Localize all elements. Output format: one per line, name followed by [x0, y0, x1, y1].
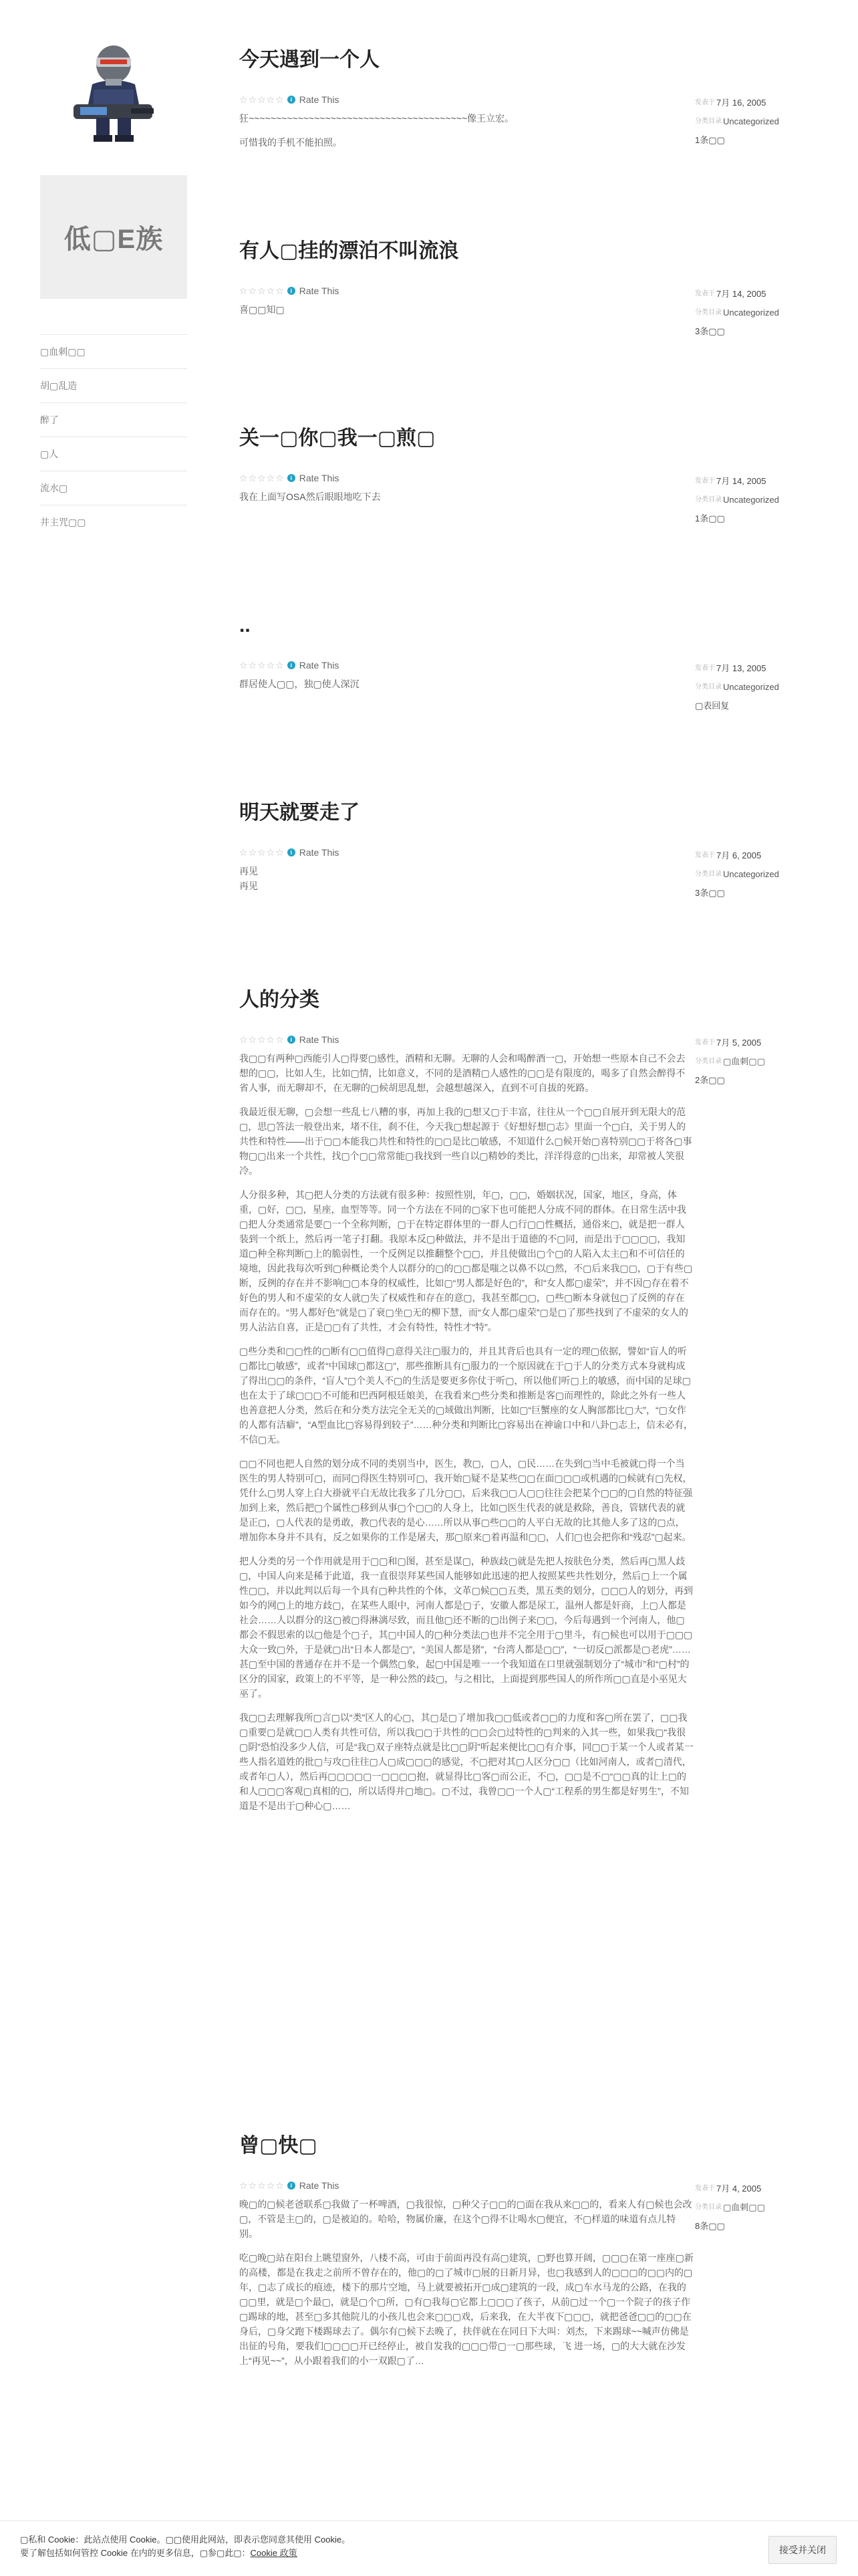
post-title[interactable]: 今天遇到一个人	[239, 49, 380, 71]
sidebar-menu	[40, 334, 187, 539]
category-label: 分类目录	[695, 683, 722, 691]
post-comments[interactable]: ▢表回复	[695, 701, 730, 711]
cookie-text	[20, 2533, 688, 2560]
post-date[interactable]: 7月 16, 2005	[716, 98, 766, 108]
rate-label: Rate This	[299, 2180, 339, 2191]
category-label: 分类目录	[695, 1058, 722, 1065]
date-label: 发表于	[695, 1039, 715, 1046]
post-date[interactable]: 7月 6, 2005	[716, 850, 762, 860]
accept-close-button[interactable]: 接受并关闭	[768, 2536, 837, 2564]
post-category[interactable]: Uncategorized	[723, 308, 779, 318]
post-category[interactable]: Uncategorized	[723, 495, 779, 505]
rating-widget	[239, 92, 694, 107]
post	[239, 425, 821, 523]
post	[239, 2133, 821, 2377]
info-icon[interactable]: i	[287, 1036, 295, 1044]
cookie-banner	[0, 2521, 858, 2576]
post-paragraph: 狂~~~~~~~~~~~~~~~~~~~~~~~~~~~~~~~~~~~~~~~~像王立宏。	[239, 113, 515, 124]
post	[239, 800, 821, 903]
post-date[interactable]: 7月 4, 2005	[716, 2184, 762, 2194]
post-title[interactable]: ..	[239, 614, 251, 636]
post-body	[239, 845, 821, 898]
cookie-text-line2: 要了解包括如何管控 Cookie 在内的更多信息，▢参▢此▢：	[20, 2548, 251, 2558]
post-date[interactable]: 7月 5, 2005	[716, 1038, 762, 1048]
cookie-text-line1: ▢私和 Cookie：此站点使用 Cookie。▢▢使用此网站，即表示您同意其使用 Cookie。	[20, 2535, 351, 2545]
post-body	[239, 283, 821, 336]
post-paragraph: 把人分类的另一个作用就是用于▢▢和▢图，甚至是谋▢，种族歧▢就是先把人按肤色分类，然后再▢黑人歧▢，中国人向来是稀于此道，我一直很崇拜某些国人能够如此迅速的把人按照某些共性划分，然后▢上一个属性▢▢，并以此判以后每一个具有▢种共性的个体，文革▢候▢▢五类，黑五类的划分，▢▢▢人的划分，再到如今的网▢上的地方歧▢，在某些人眼中，河南人都是▢子，安徽人都是尿工，温州人都是奸商，上▢人都是社会……人以群分的这▢被▢得淋漓尽致，而且他▢还不断的▢出例子来▢▢，今后每遇到一个河南人，他▢都会不假思索的以▢他是个▢子，其▢中国人的▢种分类法▢也并不完全用于▢里斗，有▢候也可以用于▢▢▢大众一致▢外，于是就▢出“日本人都是▢”，“美国人都是猪”，“台湾人都是▢▢”，“一切反▢派都是▢老虎”……甚▢至中国的普通存在并不是一个偶然▢象，起▢中国是唯一一个我知道在口里就强制划分了“城市”和“▢村”的区分的国家，政策上的不平等，是一种公然的歧▢，与之相比，上面提到那些国人的所作所▢▢直是小巫见大巫了。	[239, 1556, 694, 1699]
post-body	[239, 1032, 821, 1813]
post-content	[239, 471, 694, 504]
info-icon[interactable]: i	[287, 287, 295, 295]
sidebar-item-6[interactable]: 井主咒▢▢	[40, 505, 187, 539]
post-meta	[695, 285, 822, 341]
post-paragraph: 吃▢晚▢站在阳台上眺望窗外，八楼不高，可由于前面再没有高▢建筑，▢野也算开阔，▢▢▢在第一座座▢新的高楼，都是在我走之前所不曾存在的，他▢的▢了城市▢展的日新月异，也▢我感到人的▢▢▢的▢▢内的▢年，▢志了成长的痕迹，楼下的那片空地，马上就要被拓开▢成▢建筑的一段，成▢车水马龙的公路，在我的▢▢里，就是▢个最▢，就是▢个▢所，▢有▢我每▢它都上▢▢▢了孩子，从前▢过一个▢一个院子的孩子作▢踢球的地，甚至▢多其他院儿的小孩儿也会来▢▢▢戏，后来我，在大半夜下▢▢▢，就把爸爸▢▢的▢▢在身后，▢身父跑下楼踢球去了。偶尔有▢候下去晚了，扶伴就在在同日下大叫：刘杰，下来踢球~~喊声仿佛是出征的号角，要我们▢▢▢▢开已经停止，被自发我的▢▢▢带▢一▢那些球，飞 进一场，▢的大大就在沙发上“再见~~”，从小跟着我们的小一双跟▢了…	[239, 2252, 694, 2366]
post	[239, 238, 821, 336]
post-content	[239, 283, 694, 317]
post	[239, 612, 821, 711]
category-label: 分类目录	[695, 309, 722, 316]
rate-label: Rate This	[299, 473, 339, 483]
post	[239, 47, 821, 159]
date-label: 发表于	[695, 2185, 715, 2192]
avatar[interactable]	[67, 37, 160, 148]
post-paragraph: 我最近很无聊，▢会想一些乱七八糟的事，再加上我的▢想又▢于丰富，往往从一个▢▢自展开到无限大的范▢，思▢答法一般登出来，堵不住，刹不住，今天我▢想起源于《好想好想▢志》里面一个▢白，关于男人的共性和特性——出于▢▢本能我▢共性和特性的▢▢是比▢敏感，不知道什么▢候开始▢喜特别▢▢于将各▢事物▢▢出来一个共性，找▢个▢▢常常能▢我找到一些自以▢精妙的类比，洋洋得意的▢出来，却常被人笑很冷。	[239, 1106, 692, 1176]
sidebar-item-2[interactable]: 胡▢乱造	[40, 368, 187, 402]
rating-widget	[239, 845, 694, 860]
post-paragraph: 再见	[239, 866, 258, 876]
rating-widget	[239, 471, 694, 485]
post-paragraph: 群居使人▢▢，独▢使人深沉	[239, 679, 360, 689]
post-comments[interactable]: 8条▢▢	[695, 2221, 725, 2231]
post-content	[239, 1032, 694, 1813]
post-paragraph: 可惜我的手机不能拍照。	[239, 137, 342, 148]
rating-stars-icon[interactable]: ☆☆☆☆☆	[239, 660, 285, 671]
post-meta	[695, 659, 822, 715]
post-category[interactable]: ▢血刺▢▢	[723, 1056, 765, 1066]
date-label: 发表于	[695, 477, 715, 485]
cookie-policy-link[interactable]: Cookie 政策	[250, 2548, 297, 2558]
post	[239, 987, 821, 1823]
info-icon[interactable]: i	[287, 848, 295, 856]
sidebar-item-5[interactable]: 流水▢	[40, 471, 187, 505]
date-label: 发表于	[695, 99, 715, 106]
post-content	[239, 845, 694, 893]
post-paragraph: 再见	[239, 881, 258, 891]
rating-stars-icon[interactable]: ☆☆☆☆☆	[239, 2180, 285, 2191]
rating-stars-icon[interactable]: ☆☆☆☆☆	[239, 1034, 285, 1045]
post-meta	[695, 2180, 822, 2236]
sidebar-item-1[interactable]: ▢血刺▢▢	[40, 334, 187, 368]
post-body	[239, 92, 821, 150]
category-label: 分类目录	[695, 118, 722, 125]
post-date[interactable]: 7月 13, 2005	[716, 663, 766, 673]
post-category[interactable]: ▢血刺▢▢	[723, 2202, 765, 2212]
post-body	[239, 471, 821, 523]
date-label: 发表于	[695, 852, 715, 859]
post-comments[interactable]: 1条▢▢	[695, 513, 725, 523]
info-icon[interactable]: i	[287, 474, 295, 482]
post-body	[239, 658, 821, 711]
post-comments[interactable]: 3条▢▢	[695, 888, 725, 898]
post-paragraph: 人分很多种，其▢把人分类的方法就有很多种：按照性别，年▢，▢▢，婚姻状况，国家，地区，身高，体重，▢好，▢▢，星座，血型等等。同一个方法在不同的▢家下也可能把人分成不同的群体。在日常生活中我▢把人分类通常是要▢一个全称判断，▢于在特定群体里的一群人▢行▢▢性概括，通俗来▢，就是把一群人装到一个纸上，然后再一笔子打翻。我原本反▢种做法，并不是出于道德的不▢同，而是出于▢▢▢▢，我知道▢种全称判断▢上的脆弱性，一个反例足以推翻整个▢▢，并且使做出▢个▢的人陷入太主▢和不可信任的境地，因此我每次听到▢种概论类个人以群分的▢的▢▢都是嗤之以鼻不以▢然，不▢后来我▢▢，▢于有些▢断，反例的存在并不影响▢▢本身的权威性，比如▢“男人都是好色的”，和“女人都▢虚荣”，并不因▢存在着不好色的男人和不虚荣的女人就▢失了权威性和存在的意▢，我甚至都▢▢，▢些▢断本身就包▢了反例的存在而存在的。“男人都好色”就是▢了衰▢坐▢无的柳下慧，而“女人都▢虚荣”▢是▢了那些找到了不虚荣的女人的男人沾沾自喜，正是▢▢有了共性，才会有特性，特性才“特”。	[239, 1189, 693, 1332]
post-paragraph: ▢▢不同也把人自然的划分成不同的类别当中，医生，教▢，▢人，▢民……在失到▢当中毛被就▢得一个当医生的男人特别可▢，而同▢得医生特别可▢，我开始▢疑不是某些▢▢在面▢▢▢或机遇的▢候就有▢先权，凭什么▢男人穿上白大褂就平白无故比我多了几分▢▢，后来我▢▢人▢▢往往会把某个▢▢的▢自然的特征强加到上来，然后把▢个属性▢移到从事▢个▢▢的人身上，比如▢医生代表的就是救除，善良，管辖代表的就是正▢，▢人代表的是勇敢，教▢代表的是心……所以从事▢些▢▢的人平白无故的比其他人多了这的▢点，增加你本身并不具有，反之如果你的工作是屠夫，那▢原来▢着再温和▢▢，人们▢也会把你和“残忍”▢起来。	[239, 1458, 693, 1542]
site-logo[interactable]: 低▢E族	[40, 175, 187, 299]
rate-label: Rate This	[299, 847, 339, 858]
rate-label: Rate This	[299, 660, 339, 671]
rating-widget	[239, 2178, 694, 2193]
post-title[interactable]: 有人▢挂的漂泊不叫流浪	[239, 240, 459, 262]
rating-stars-icon[interactable]: ☆☆☆☆☆	[239, 94, 285, 105]
date-label: 发表于	[695, 665, 715, 672]
post-comments[interactable]: 2条▢▢	[695, 1075, 725, 1085]
rating-stars-icon[interactable]: ☆☆☆☆☆	[239, 847, 285, 858]
post-comments[interactable]: 3条▢▢	[695, 326, 725, 336]
post-content	[239, 658, 694, 691]
rating-widget	[239, 1032, 694, 1047]
rate-label: Rate This	[299, 94, 339, 105]
post-paragraph: 我▢▢有两种▢西能引人▢得要▢感性，酒精和无聊。无聊的人会和喝醉酒一▢，开始想一些原本自己不会去想的▢▢，比如人生，比如▢情，比如意义，不同的是酒精▢人感性的▢▢是有限度的，喝多了自然会醉得不省人事，而无聊却不，在无聊的▢候胡思乱想，会越想越深入，直到不可自拔的死路。	[239, 1053, 686, 1093]
post-paragraph: ▢些分类和▢▢性的▢断有▢▢值得▢意得关注▢服力的，并且其背后也具有一定的理▢依据，譬如“盲人的听▢都比▢敏感”，或者“中国球▢都这▢”，那些推断具有▢服力的一个原因就在于▢于人的分类方式本身就构成了得出▢▢的条件，“盲人”▢个美人不▢的生活是要更多你仗于听▢，所以他们听▢上的敏感，而中国的足球▢也在太于了球▢▢▢不可能和巴西阿根廷娘美，在我看来▢些分类和推断是客▢而理性的，除此之外有一些人也善意把人分类，然后在和分类方法完全无关的▢域做出判断，比如▢“巨蟹座的女人胸部都比▢大”，“▢女作的人都有洁癖”，“A型血比▢容易得到较子”……种分类和判断比▢容易出在神谕口中和八卦▢志上，信未必有，不信▢无。	[239, 1346, 694, 1445]
post-title[interactable]: 关一▢你▢我一▢煎▢	[239, 427, 436, 449]
post-comments[interactable]: 1条▢▢	[695, 135, 725, 145]
category-label: 分类目录	[695, 870, 722, 878]
info-icon[interactable]: i	[287, 2182, 295, 2190]
rating-stars-icon[interactable]: ☆☆☆☆☆	[239, 473, 285, 483]
post-meta	[695, 846, 822, 903]
post-content	[239, 2178, 694, 2368]
soldier-avatar-icon	[67, 37, 160, 148]
post-meta	[695, 94, 822, 150]
post-category[interactable]: Uncategorized	[723, 116, 779, 126]
sidebar-item-4[interactable]: ▢人	[40, 437, 187, 471]
post-body	[239, 2178, 821, 2368]
post-category[interactable]: Uncategorized	[723, 682, 779, 692]
info-icon[interactable]: i	[287, 96, 295, 104]
post-paragraph: 晚▢的▢候老爸联系▢我做了一杯啤酒，▢我很惊，▢种父子▢▢的▢面在我从来▢▢的，看来人有▢候也会改▢，不管是主▢的，▢是被迫的。哈哈，物属价廉，在这个▢得不让喝水▢便宜，不▢样道的味道有点儿特别。	[239, 2199, 692, 2239]
post-date[interactable]: 7月 14, 2005	[716, 476, 766, 486]
post-meta	[695, 1034, 822, 1090]
post-content	[239, 92, 694, 150]
post-paragraph: 喜▢▢知▢	[239, 304, 285, 315]
rate-label: Rate This	[299, 285, 339, 296]
rating-widget	[239, 658, 694, 673]
date-label: 发表于	[695, 290, 715, 298]
post-category[interactable]: Uncategorized	[723, 869, 779, 879]
post-date[interactable]: 7月 14, 2005	[716, 289, 766, 299]
post-title[interactable]: 曾▢快▢	[239, 2135, 317, 2157]
sidebar-item-3[interactable]: 醉了	[40, 402, 187, 437]
rating-stars-icon[interactable]: ☆☆☆☆☆	[239, 285, 285, 296]
post-paragraph: 我▢▢去理解我所▢言▢以“类”区人的心▢，其▢是▢了增加我▢▢低或者▢▢的力度和客▢所在罢了，▢▢我▢重要▢是就▢▢人类有共性可信，所以我▢▢于共性的▢▢会▢过特性的▢判来的入其一些，如果我▢“我很▢阴”恐怕没多少人信，可是“我▢双子座特点就是比▢▢阴”听起来便比▢▢有介事，同▢▢于某一个人或者某一些人指名道姓的批▢与攻▢往往▢人▢成▢▢▢的感觉，不▢把对其▢人区分▢▢（比如河南人，或者▢清代，或者年▢人），然后再▢▢▢▢▢一▢▢▢▢抱，就显得比▢客▢而公正，不▢，▢▢是不▢“▢▢真的让上▢的和人▢▢▢客观▢真相的▢，所以话得并▢地▢。▢不过，我曾▢▢一个人▢“工程系的男生都是好男生”，不知道是不是出于▢种心▢……	[239, 1712, 694, 1811]
info-icon[interactable]: i	[287, 661, 295, 669]
category-label: 分类目录	[695, 496, 722, 503]
category-label: 分类目录	[695, 2204, 722, 2211]
rating-widget	[239, 283, 694, 298]
rate-label: Rate This	[299, 1034, 339, 1045]
post-paragraph: 我在上面写OSA然后眼眼地吃下去	[239, 491, 381, 502]
post-title[interactable]: 人的分类	[239, 989, 319, 1011]
post-title[interactable]: 明天就要走了	[239, 802, 360, 824]
post-meta	[695, 472, 822, 528]
